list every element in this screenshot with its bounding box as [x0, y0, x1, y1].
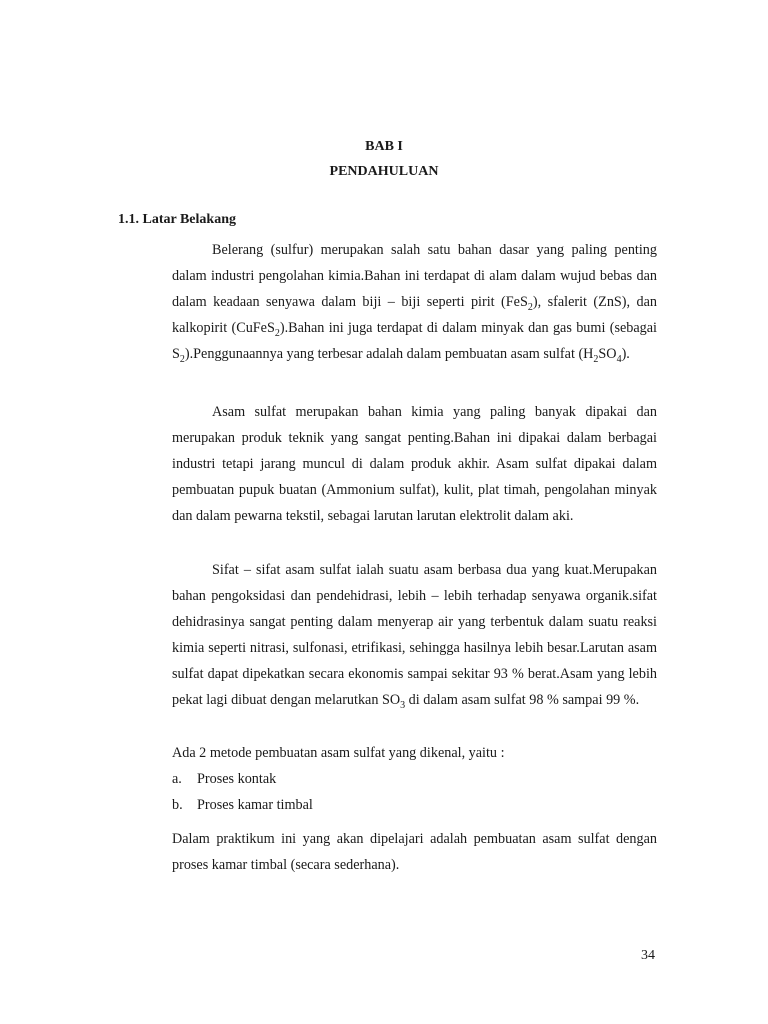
subscript: 4 [616, 354, 622, 366]
subscript: 2 [527, 302, 533, 314]
closing-paragraph: Dalam praktikum ini yang akan dipelajari adalah pembuatan asam sulfat dengan proses kamar timbal (secara sederhana). [172, 831, 657, 873]
subscript: 2 [179, 354, 185, 366]
paragraph-text: Asam sulfat merupakan bahan kimia yang paling banyak dipakai dan merupakan produk teknik yang sangat penting.Bahan ini dipakai dalam berbagai industri tetapi jarang muncul di dalam produk akhir. Asam sulfat dipakai dalam pembuatan pupuk buatan (Ammonium sulfat), kulit, plat timah, pengolahan minyak dan dalam pewarna tekstil, sebagai larutan larutan elektrolit dalam aki. [172, 404, 657, 525]
section-heading: 1.1. Latar Belakang [118, 212, 236, 227]
paragraph-text: di dalam asam sulfat 98 % sampai 99 %. [405, 692, 640, 709]
list-marker: a. [172, 771, 182, 787]
paragraph-1 [172, 237, 657, 367]
methods-intro: Ada 2 metode pembuatan asam sulfat yang dikenal, yaitu : [172, 745, 505, 761]
paragraph-text: ), sfalerit (ZnS), dan kalkopirit (CuFeS [172, 294, 658, 337]
paragraph-text: Belerang (sulfur) merupakan salah satu bahan dasar yang paling penting dalam industri pengolahan kimia.Bahan ini terdapat di alam dalam wujud bebas dan dalam keadaan senyawa dalam biji – biji seperti pirit (FeS [172, 242, 657, 311]
paragraph-text: SO [598, 346, 617, 363]
page-number: 34 [641, 948, 655, 963]
list-marker: b. [172, 797, 183, 813]
list-item [172, 797, 313, 814]
list-item-label: Proses kamar timbal [197, 797, 313, 813]
chapter-title: PENDAHULUAN [329, 164, 439, 179]
paragraph-text: Sifat – sifat asam sulfat ialah suatu asam berbasa dua yang kuat.Merupakan bahan pengoksidasi dan pendehidrasi, lebih – lebih terhadap senyawa organik.sifat dehidrasinya sangat penting dalam menyerap air yang terbentuk dalam suatu reaksi kimia seperti nitrasi, sulfonasi, etrifikasi, sehingga hasilnya lebih besar.Larutan asam sulfat dapat dipekatkan secara ekonomis sampai sekitar 93 % berat.Asam yang lebih pekat lagi dibuat dengan melarutkan SO [172, 562, 657, 709]
paragraph-text: ). [621, 346, 630, 363]
paragraph-text: ).Bahan ini juga terdapat di dalam minyak dan gas bumi (sebagai S [172, 320, 657, 363]
subscript: 3 [400, 700, 406, 712]
subscript: 2 [274, 328, 280, 340]
paragraph-2 [172, 399, 657, 529]
paragraph-text: ).Penggunaannya yang terbesar adalah dalam pembuatan asam sulfat (H [184, 346, 594, 363]
list-item-label: Proses kontak [197, 771, 277, 787]
subscript: 2 [593, 354, 599, 366]
chapter-label: BAB I [365, 139, 403, 154]
list-item [172, 771, 276, 788]
paragraph-3 [172, 557, 657, 714]
